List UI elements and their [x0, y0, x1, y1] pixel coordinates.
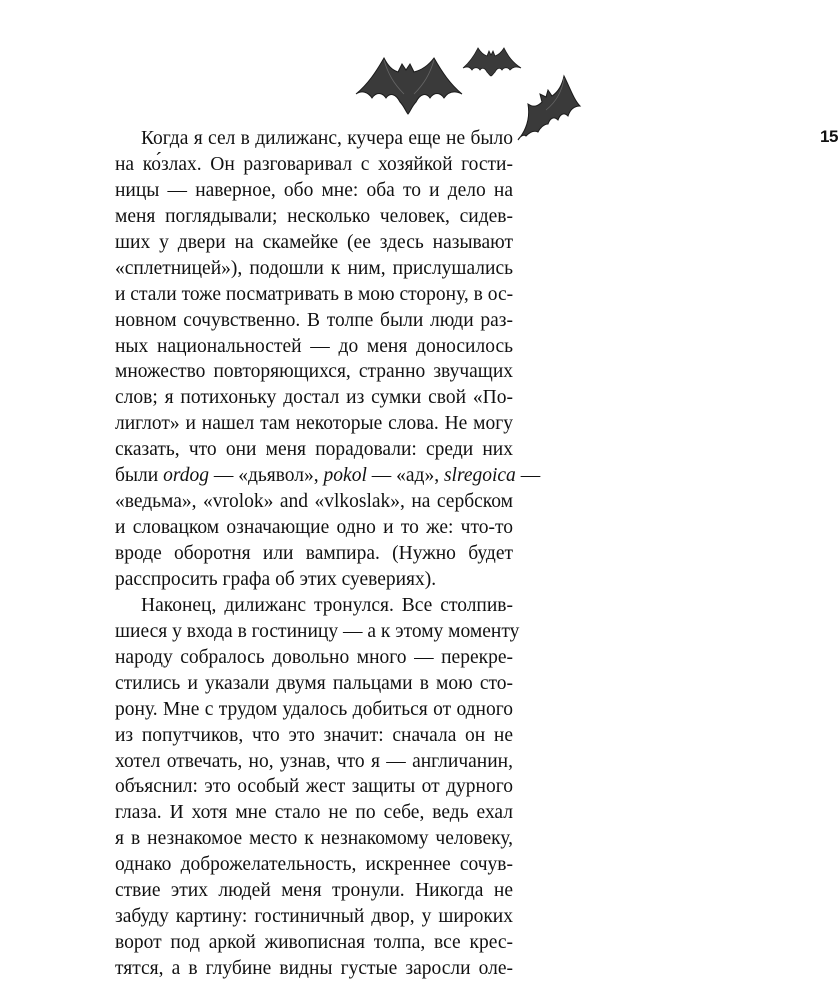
text-line: народу собралось довольно много — перекре-	[115, 646, 513, 668]
text-line: множество повторяющихся, странно звучащих	[115, 361, 513, 383]
text-line: Наконец, дилижанс тронулся. Все столпив-	[141, 594, 513, 616]
body-text	[115, 126, 541, 982]
text-fragment: —	[515, 465, 541, 487]
text-fragment: были	[115, 465, 164, 487]
text-line: хотел отвечать, но, узнав, что я — англичанин,	[115, 750, 513, 772]
text-line: из попутчиков, что это значит: сначала он не	[115, 724, 513, 746]
text-line: глаза. И хотя мне стало не по себе, ведь ехал	[115, 802, 513, 824]
foreign-word: slregoica	[443, 465, 516, 487]
text-line: ных национальностей — до меня доносилось	[115, 335, 513, 357]
text-fragment: — «ад»,	[366, 465, 444, 487]
paragraph	[115, 593, 520, 982]
text-line: шиеся у входа в гостиницу — а к этому моменту	[115, 620, 520, 642]
foreign-word: ordog	[163, 465, 209, 487]
bat-icon	[508, 70, 584, 142]
text-line: рону. Мне с трудом удалось добиться от одного	[115, 698, 513, 720]
text-line: ворот под аркой живописная толпа, все крес-	[115, 932, 513, 954]
text-line: меня поглядывали; несколько человек, сидев-	[115, 205, 513, 227]
text-line: ствие этих людей меня тронули. Никогда не	[115, 880, 513, 902]
text-line: лиглот» и нашел там некоторые слова. Не могу	[115, 413, 513, 435]
text-line: вроде оборотня или вампира. (Нужно будет	[115, 543, 513, 564]
text-line: на ко́злах. Он разговаривал с хозяйкой гости-	[115, 153, 513, 175]
page-number: 15	[820, 127, 838, 146]
text-line: стились и указали двумя пальцами в мою сто-	[115, 672, 513, 694]
text-line: тятся, а в глубине видны густые заросли оле-	[115, 958, 513, 979]
text-line: ницы — наверное, обо мне: оба то и дело на	[115, 179, 513, 201]
bat-icon	[354, 54, 464, 116]
text-line: и словацком означающие одно и то же: что-то	[115, 517, 513, 539]
foreign-word: pokol	[323, 465, 367, 487]
text-line: слов; я потихоньку достал из сумки свой «По-	[115, 387, 513, 409]
text-line: забуду картину: гостиничный двор, у широких	[115, 906, 513, 928]
text-line: Когда я сел в дилижанс, кучера еще не было	[141, 128, 513, 149]
text-line: «сплетницей»), подошли к ним, прислушались	[115, 257, 513, 279]
text-line: расспросить графа об этих суевериях).	[115, 568, 437, 590]
text-line-with-foreign-words	[115, 463, 541, 489]
text-line: сказать, что они меня порадовали: среди них	[115, 439, 513, 461]
text-line: однако доброжелательность, искреннее сочув-	[115, 854, 513, 876]
paragraph	[115, 126, 541, 593]
text-line: и стали тоже посматривать в мою сторону, в ос-	[115, 283, 514, 305]
header-decoration	[350, 40, 838, 146]
text-line: «ведьма», «vrolok» and «vlkoslak», на сербском	[115, 491, 513, 513]
text-fragment: — «дьявол»,	[208, 465, 324, 487]
text-line: я в незнакомое место к незнакомому человеку,	[115, 828, 513, 850]
text-line: объяснил: это особый жест защиты от дурного	[115, 776, 513, 798]
text-line: новном сочувственно. В толпе были люди раз-	[115, 309, 513, 331]
text-line: ших у двери на скамейке (ее здесь называют	[115, 231, 513, 253]
